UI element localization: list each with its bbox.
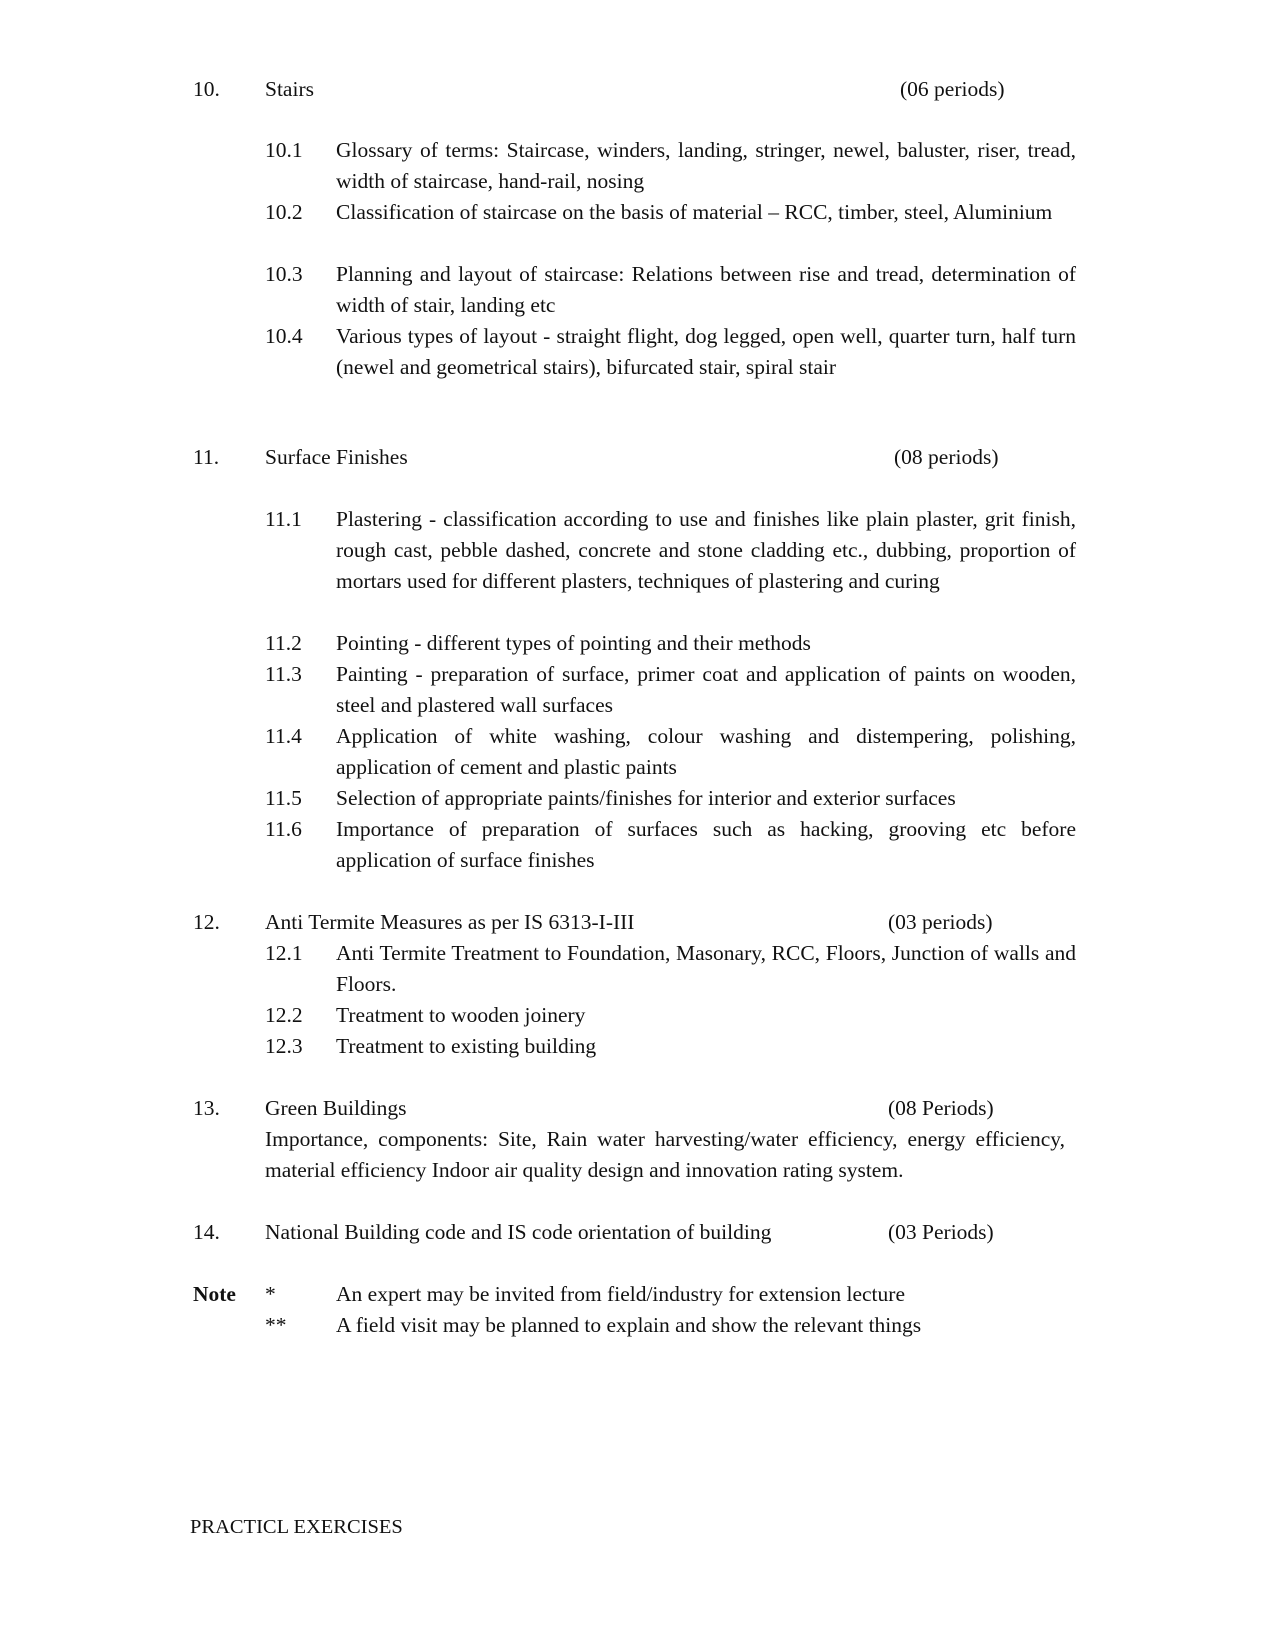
note-mark: ** [265,1313,287,1337]
section-number: 13. [193,1096,220,1120]
item-text: Painting - preparation of surface, primer coat and application of paints on wooden, steel and plastered wall surfaces [336,662,1076,717]
item-number: 11.1 [265,507,302,531]
item-number: 10.3 [265,262,303,286]
note-text: A field visit may be planned to explain and show the relevant things [336,1313,922,1337]
item-number: 12.2 [265,1003,303,1027]
item-number: 11.4 [265,724,302,748]
item-text: Various types of layout - straight flight, dog legged, open well, quarter turn, half turn (newel and geometrical stairs), bifurcated stair, spiral stair [336,324,1076,379]
item-number: 12.3 [265,1034,303,1058]
note-label: Note [193,1282,236,1306]
item-number: 11.3 [265,662,302,686]
item-text: Plastering - classification according to use and finishes like plain plaster, grit finish, rough cast, pebble dashed, concrete and stone cladding etc., dubbing, proportion of mortars used for different plasters, techniques of plastering and curing [336,507,1076,593]
section-periods: (08 periods) [894,445,999,469]
item-text: Planning and layout of staircase: Relations between rise and tread, determination of width of stair, landing etc [336,262,1076,317]
item-number: 10.4 [265,324,303,348]
section-periods: (03 Periods) [888,1220,994,1244]
item-number: 10.2 [265,200,303,224]
practical-exercises-heading: PRACTICL EXERCISES [190,1516,403,1538]
section-body: Importance, components: Site, Rain water harvesting/water efficiency, energy efficiency, material efficiency Indoor air quality design and innovation rating system. [265,1127,1065,1182]
section-periods: (08 Periods) [888,1096,994,1120]
item-text: Treatment to wooden joinery [336,1003,586,1027]
item-number: 12.1 [265,941,303,965]
item-text: Application of white washing, colour washing and distempering, polishing, application of cement and plastic paints [336,724,1076,779]
section-number: 10. [193,77,220,101]
item-text: Anti Termite Treatment to Foundation, Masonary, RCC, Floors, Junction of walls and Floors. [336,941,1076,996]
item-text: Importance of preparation of surfaces such as hacking, grooving etc before application of surface finishes [336,817,1076,872]
section-title: National Building code and IS code orientation of building [265,1220,772,1244]
item-text: Glossary of terms: Staircase, winders, landing, stringer, newel, baluster, riser, tread, width of staircase, hand-rail, nosing [336,138,1076,193]
section-title: Stairs [265,77,314,101]
section-title: Green Buildings [265,1096,407,1120]
section-number: 12. [193,910,220,934]
item-text: Classification of staircase on the basis of material – RCC, timber, steel, Aluminium [336,200,1053,224]
section-title: Anti Termite Measures as per IS 6313-I-III [265,910,635,934]
section-number: 11. [193,445,220,469]
item-number: 11.5 [265,786,302,810]
note-mark: * [265,1282,276,1306]
item-text: Treatment to existing building [336,1034,597,1058]
note-text: An expert may be invited from field/industry for extension lecture [336,1282,905,1306]
item-number: 11.2 [265,631,302,655]
section-number: 14. [193,1220,220,1244]
section-periods: (06 periods) [900,77,1005,101]
item-number: 10.1 [265,138,303,162]
section-periods: (03 periods) [888,910,993,934]
section-title: Surface Finishes [265,445,408,469]
item-text: Selection of appropriate paints/finishes for interior and exterior surfaces [336,786,956,810]
item-text: Pointing - different types of pointing and their methods [336,631,811,655]
item-number: 11.6 [265,817,302,841]
